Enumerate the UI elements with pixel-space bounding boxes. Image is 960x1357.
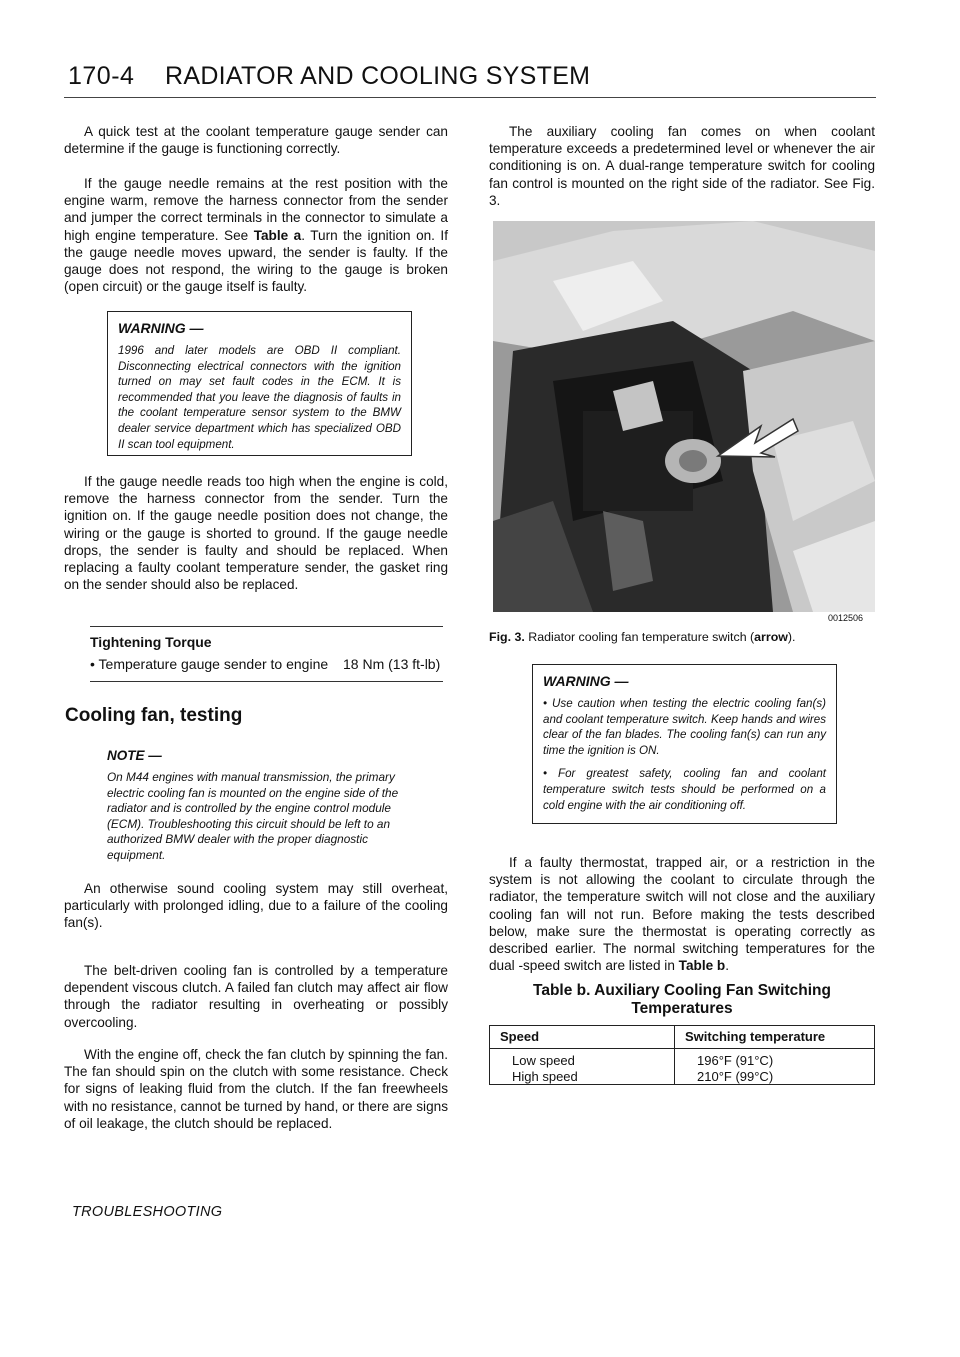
torque-rule-top [90, 626, 443, 627]
warning-box-fan [532, 664, 837, 824]
torque-title: Tightening Torque [90, 634, 212, 650]
torque-rule-bottom [90, 681, 443, 682]
col-switching-temperature: Switching temperature [675, 1026, 875, 1049]
intro-paragraph: A quick test at the coolant temperature gauge sender can determine if the gauge is functioning correctly. [64, 124, 448, 157]
warning-title: WARNING — [118, 320, 204, 336]
figure-id: 0012506 [828, 613, 864, 623]
fan-check-paragraph: With the engine off, check the fan clutch by spinning the fan. The fan should spin on the clutch with some resistance. Check for signs of leaking fluid from the clutch. If the fan freewheels with no resistance, cannot be turned by hand, or there are signs of oil leakage, the clutch should be replaced. [64, 1047, 448, 1131]
warning-title: WARNING — [543, 673, 629, 689]
radiator-fan-switch-photo [493, 221, 875, 612]
gauge-high-paragraph: If the gauge needle reads too high when the engine is cold, remove the harness connector from the sender. Turn the ignition on. If the gauge needle position does not change, the wiring or the gauge is shorted to ground. If the gauge needle drops, the sender is faulty and should be replaced. When replacing a faulty coolant temperature sender, the gasket ring on the sender should also be replaced. [64, 474, 448, 593]
table-row [490, 1068, 874, 1084]
torque-item: • Temperature gauge sender to engine [90, 656, 329, 672]
aux-fan-paragraph: The auxiliary cooling fan comes on when coolant temperature exceeds a predetermined level or whenever the air conditioning is on. A dual-range temperature switch for cooling fan control is mounted on the right side of the radiator. See Fig. 3. [489, 124, 875, 208]
row-speed: High speed [512, 1069, 578, 1084]
figure-caption: Fig. 3. Radiator cooling fan temperature switch (arrow). [489, 630, 796, 644]
switching-temp-table [489, 1025, 875, 1085]
chapter-title: RADIATOR AND COOLING SYSTEM [165, 62, 591, 90]
header-rule [64, 97, 876, 98]
note-title: NOTE — [107, 748, 162, 763]
row-temp: 210°F (99°C) [675, 1068, 875, 1084]
col-speed: Speed [490, 1026, 675, 1049]
warning-bullet-1: • Use caution when testing the electric cooling fan(s) and coolant temperature switch. Keep hands and wires clear of the fan blades. The cooling fan(s) can run any time the ignition is ON. [543, 697, 826, 757]
torque-value: 18 Nm (13 ft-lb) [343, 656, 441, 672]
gauge-test-paragraph: If the gauge needle remains at the rest position with the engine warm, remove the harness connector from the sender and jumper the correct terminals in the connector to simulate a high engine temperature. See Table a. Turn the ignition on. If the gauge needle moves upward, the sender is faulty. If the gauge does not respond, the wiring to the gauge is broken (open circuit) or the gauge itself is faulty. [64, 176, 448, 295]
page-number: 170-4 [68, 62, 135, 90]
footer-section-label: TROUBLESHOOTING [72, 1204, 223, 1220]
table-b-ref[interactable]: Table b [678, 958, 726, 974]
fan-table [490, 1026, 874, 1084]
overheat-paragraph: An otherwise sound cooling system may still overheat, particularly with prolonged idling, due to a failure of the cooling fan(s). [64, 881, 448, 931]
table-row [490, 1049, 874, 1069]
table-a-ref[interactable]: Table a [253, 227, 302, 243]
warning-bullet-2: • For greatest safety, cooling fan and coolant temperature switch tests should be performed on a cold engine with the air conditioning off. [543, 767, 826, 812]
table-header-row [490, 1026, 874, 1049]
thermostat-paragraph: If a faulty thermostat, trapped air, or a restriction in the system is not allowing the coolant to circulate through the radiator, the temperature switch will not close and the auxiliary cooling fan will not run. Before making the tests described below, make sure the thermostat is operating correctly as described earlier. The normal switching temperatures for the dual -speed switch are listed in Table b. [489, 855, 875, 974]
section-title: Cooling fan, testing [65, 705, 243, 726]
fan-clutch-paragraph: The belt-driven cooling fan is controlled by a temperature dependent viscous clutch. A failed fan clutch may affect air flow through the radiator resulting in overheating or possibly overcooling. [64, 963, 448, 1030]
table-title: Table b. Auxiliary Cooling Fan Switching Temperatures [533, 982, 831, 1017]
warning-text: 1996 and later models are OBD II compliant. Disconnecting electrical connectors with the ignition turned on may set fault codes in the ECM. It is recommended that you leave the diagnosis of faults in the coolant temperature sensor system to the BMW dealer service department which has specialized OBD II scan tool equipment. [118, 344, 401, 451]
engine-bay-image [493, 221, 875, 612]
note-text: On M44 engines with manual transmission, the primary electric cooling fan is mounted on the engine side of the radiator and is controlled by the engine control module (ECM). Troubleshooting this circuit should be left to an authorized BMW dealer with the proper diagnostic equipment. [107, 770, 399, 862]
warning-box-obd [107, 311, 412, 456]
row-speed: Low speed [512, 1053, 575, 1068]
row-temp: 196°F (91°C) [675, 1049, 875, 1069]
